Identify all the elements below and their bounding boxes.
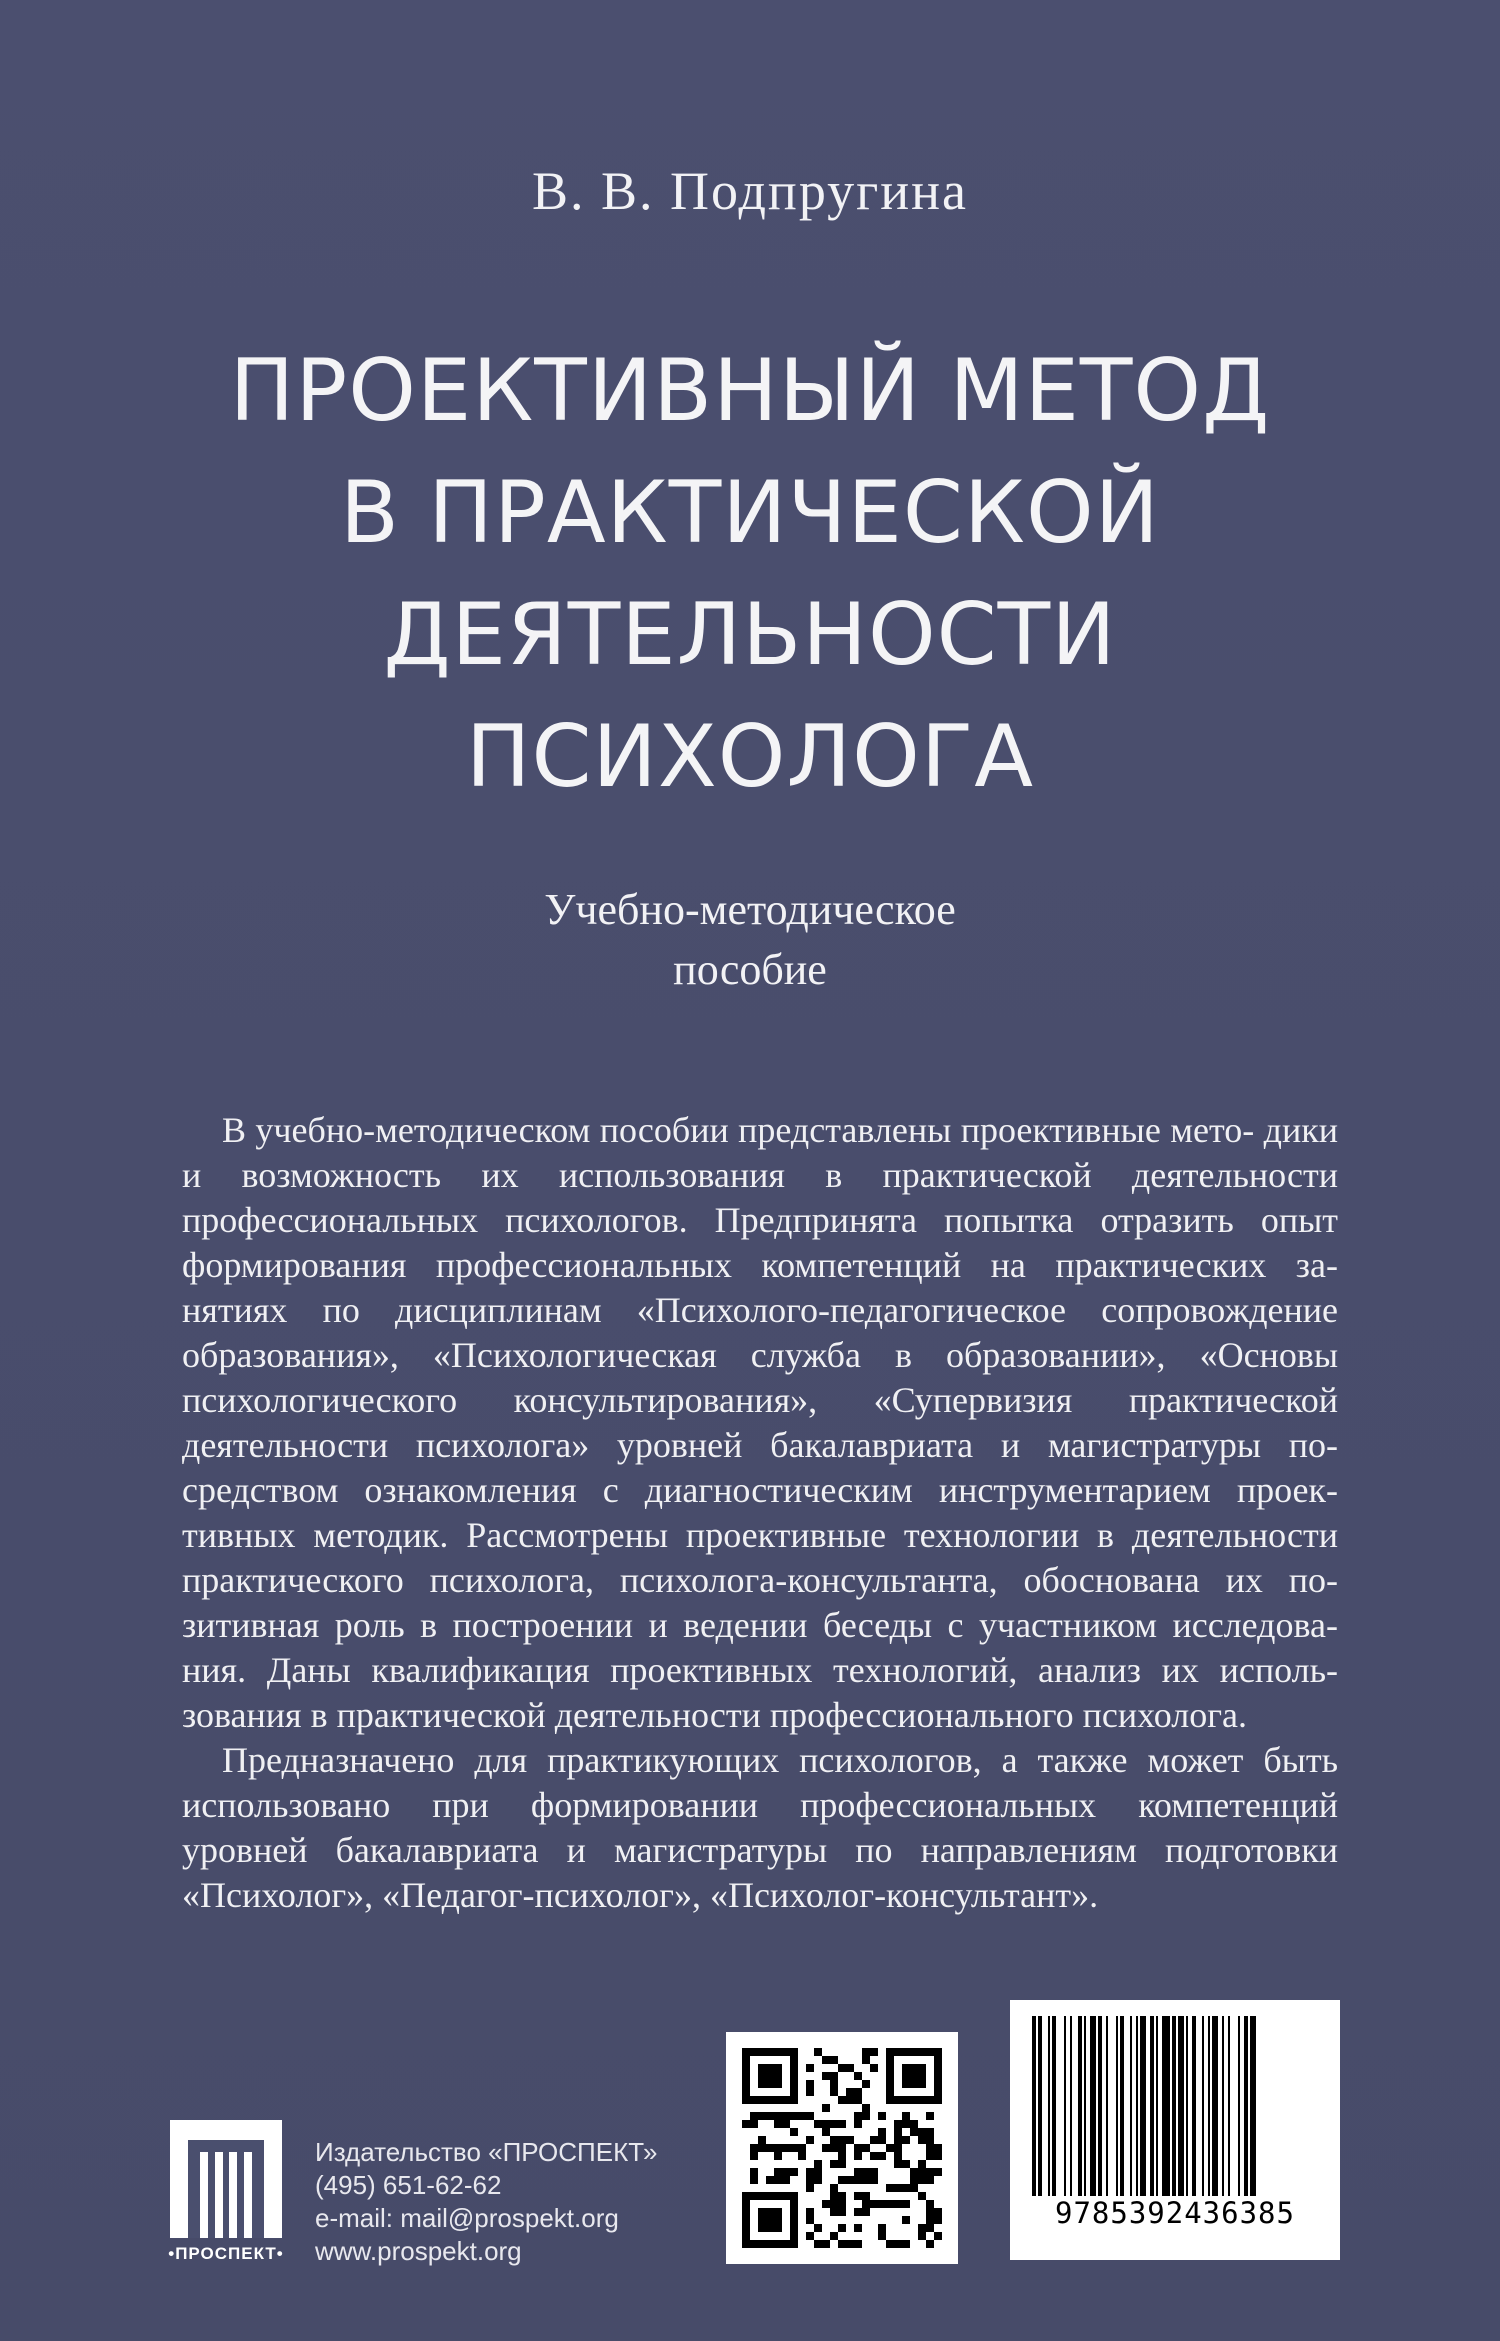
book-subtitle xyxy=(0,880,1500,1000)
publisher-logo-mark xyxy=(170,2120,282,2238)
qr-code-icon xyxy=(726,2032,958,2264)
subtitle-line-2: пособие xyxy=(673,945,827,994)
annotation-paragraph-1: В учебно-методическом пособии представлены проективные мето- дики и возможность их использования в практической деятельности профессиональных психологов. Предпринята попытка отразить опыт формирования профессиональных компетенций на практических за- нятиях по дисциплинам «Психолого-педагогическое сопровождение образования», «Психологическая служба в образовании», «Основы психологического консультирования», «Супервизия практической деятельности психолога» уровней бакалавриата и магистратуры по- средством ознакомления с диагностическим инструментарием проек- тивных методик. Рассмотрены проективные технологии в деятельности практического психолога, психолога-консультанта, обоснована их по- зитивная роль в построении и ведении беседы с участником исследова- ния. Даны квалификация проективных технологий, анализ их исполь- зования в практической деятельности профессионального психолога. xyxy=(182,1110,1338,1735)
publisher-contacts xyxy=(315,2136,657,2268)
barcode-icon xyxy=(1010,2000,1340,2260)
publisher-email: e-mail: mail@prospekt.org xyxy=(315,2203,619,2233)
publisher-website: www.prospekt.org xyxy=(315,2236,522,2266)
subtitle-line-1: Учебно-методическое xyxy=(544,885,956,934)
annotation-paragraph-2: Предназначено для практикующих психологов, а также может быть использовано при формировании профессиональных компетенций уровней бакалавриата и магистратуры по направлениям подготовки «Психолог», «Педагог-психолог», «Психолог-консультант». xyxy=(182,1740,1338,1915)
book-title xyxy=(0,330,1500,818)
title-line-2: В ПРАКТИЧЕСКОЙ xyxy=(339,463,1161,563)
title-line-4: ПСИХОЛОГА xyxy=(465,707,1035,807)
publisher-name: Издательство «ПРОСПЕКТ» xyxy=(315,2137,658,2167)
title-line-3: ДЕЯТЕЛЬНОСТИ xyxy=(383,585,1117,685)
isbn-digits: 9785392436385 xyxy=(1055,2196,1295,2230)
publisher-logo-label: •ПРОСПЕКТ• xyxy=(168,2244,284,2263)
publisher-logo-icon xyxy=(160,2120,292,2290)
publisher-phone: (495) 651-62-62 xyxy=(315,2170,502,2200)
author-name: В. В. Подпругина xyxy=(531,161,969,221)
title-line-1: ПРОЕКТИВНЫЙ МЕТОД xyxy=(229,341,1271,441)
annotation-text xyxy=(182,1108,1338,1918)
